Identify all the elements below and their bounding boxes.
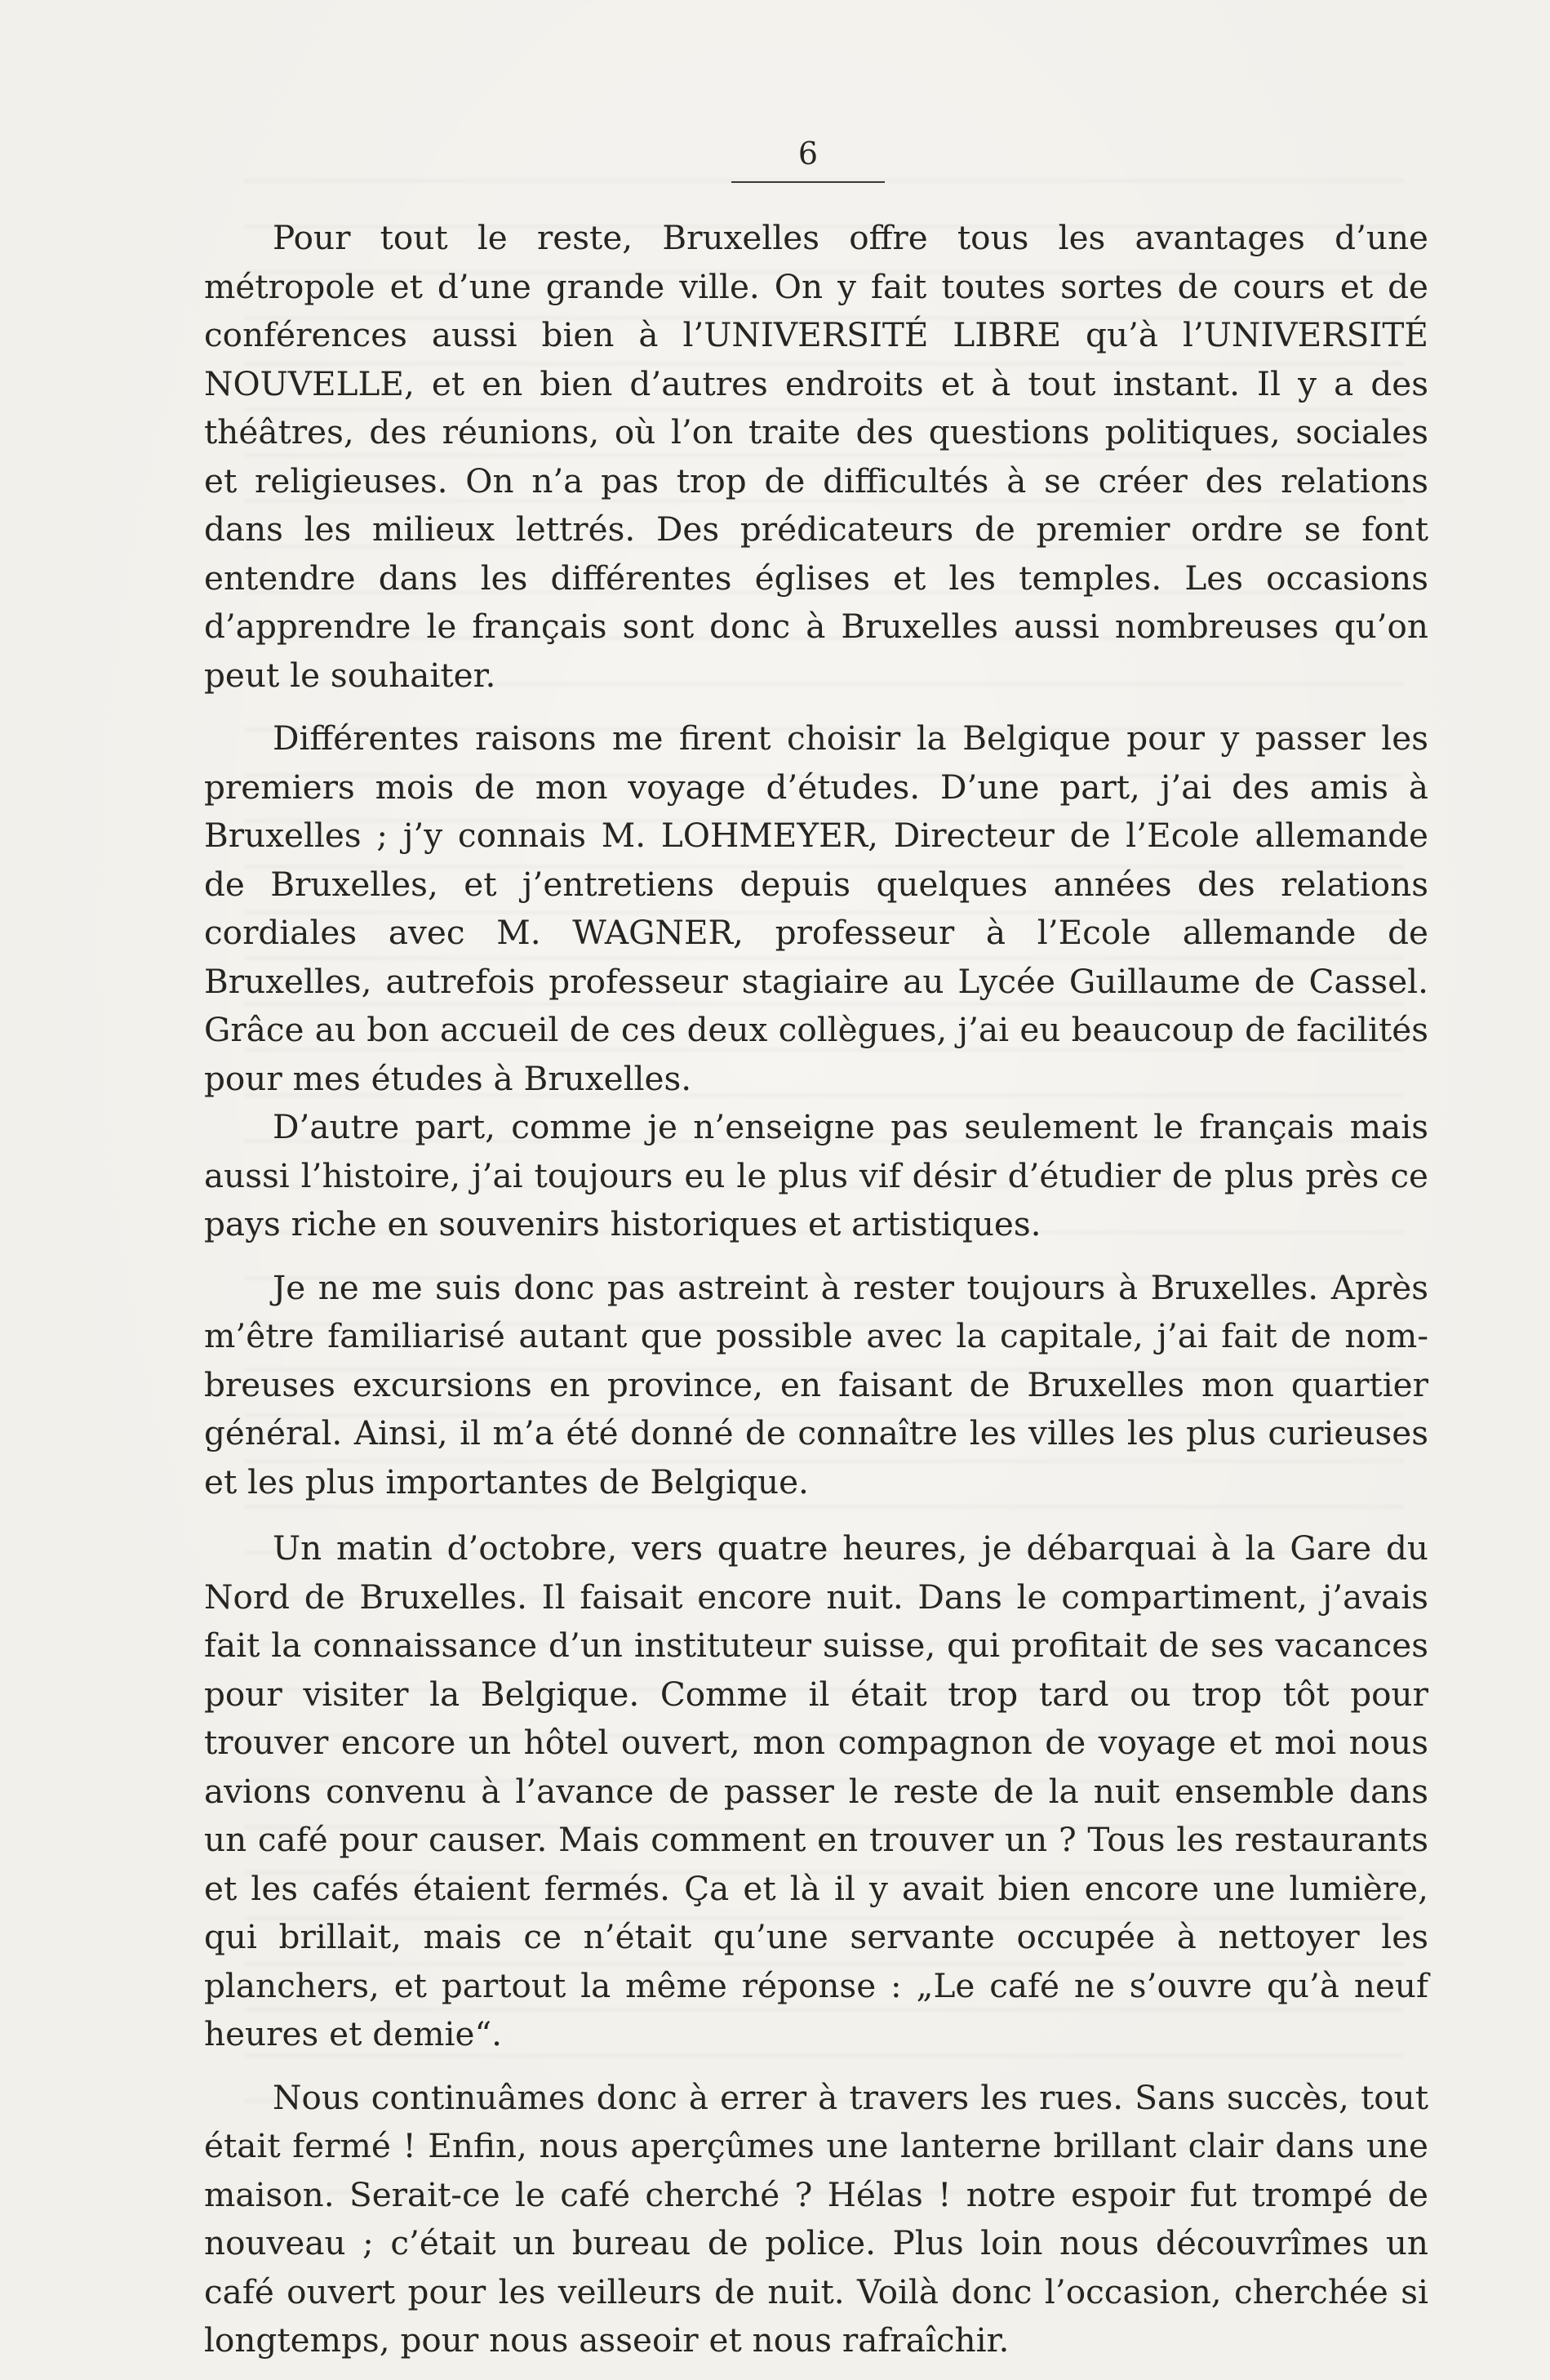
body-text xyxy=(204,214,1428,2380)
paragraph-bruxelles-avantages: Pour tout le reste, Bruxelles offre tous les avantages d’une métropole et d’une grande ville. On y fait toutes sortes de cours et de conférences aussi bien à l’UNIVERSITÉ LIBRE qu’à l’UNIVERSITÉ NOUVELLE, et en bien d’autres endroits et à tout instant. Il y a des théâtres, des réunions, où l’on traite des questions politiques, sociales et religieuses. On n’a pas trop de difficultés à se créer des relations dans les milieux lettrés. Des prédicateurs de premier ordre se font entendre dans les différentes églises et les temples. Les occasions d’apprendre le français sont donc à Bruxelles aussi nombreuses qu’on peut le souhaiter. xyxy=(204,218,1428,695)
page-number: 6 xyxy=(797,136,819,171)
paragraph-excursions: Je ne me suis donc pas astreint à rester toujours à Bruxelles. Après m’être familiarisé autant que possible avec la capitale, j’ai fait de nombreuses excursions en province, en faisant de Bruxelles mon quartier général. Ainsi, il m’a été donné de connaître les villes les plus curieuses et les plus importantes de Belgique. xyxy=(204,1267,1428,1501)
paragraph-histoire: D’autre part, comme je n’enseigne pas seulement le français mais aussi l’histoire, j’ai toujours eu le plus vif désir d’étudier de plus près ce pays riche en souvenirs historiques et artistiques. xyxy=(204,1107,1428,1243)
paragraph-choix-belgique: Différentes raisons me firent choisir la Belgique pour y passer les premiers mois de mon voyage d’études. D’une part, j’ai des amis à Bruxelles ; j’y connais M. LOHMEYER, Directeur de l’Ecole allemande de Bruxelles, et j’entretiens depuis quelques années des relations cordiales avec M. WAGNER, professeur à l’Ecole allemande de Bruxelles, autrefois professeur stagiaire au Lycée Guillaume de Cassel. Grâce au bon accueil de ces deux collègues, j’ai eu beaucoup de facilités pour mes études à Bruxelles. xyxy=(204,718,1428,1098)
paragraph-errance: Nous continuâmes donc à errer à travers les rues. Sans succès, tout était fermé ! Enfin, nous aperçûmes une lanterne brillant clair dans une maison. Serait-ce le café cherché ? Hélas ! notre espoir fut trompé de nouveau ; c’était un bureau de police. Plus loin nous découvrîmes un café ouvert pour les veilleurs de nuit. Voilà donc l’occasion, cherchée si longtemps, pour nous asseoir et nous rafraîchir. xyxy=(204,2077,1428,2360)
page-number-rule xyxy=(731,181,885,183)
paragraph-arrivee: Un matin d’octobre, vers quatre heures, je débarquai à la Gare du Nord de Bruxelles. Il faisait encore nuit. Dans le compartiment, j’avais fait la connaissance d’un instituteur suisse, qui profitait de ses vacances pour visiter la Belgique. Comme il était trop tard ou trop tôt pour trouver encore un hôtel ouvert, mon compagnon de voyage et moi nous avions convenu à l’avance de passer le reste de la nuit ensemble dans un café pour causer. Mais comment en trouver un ? Tous les restaurants et les cafés étaient fermés. Ça et là il y avait bien encore une lumière, qui brillait, mais ce n’était qu’une servante occupée à nettoyer les planchers, et partout la même réponse : „Le café ne s’ouvre qu’à neuf heures et demie“. xyxy=(204,1528,1428,2053)
